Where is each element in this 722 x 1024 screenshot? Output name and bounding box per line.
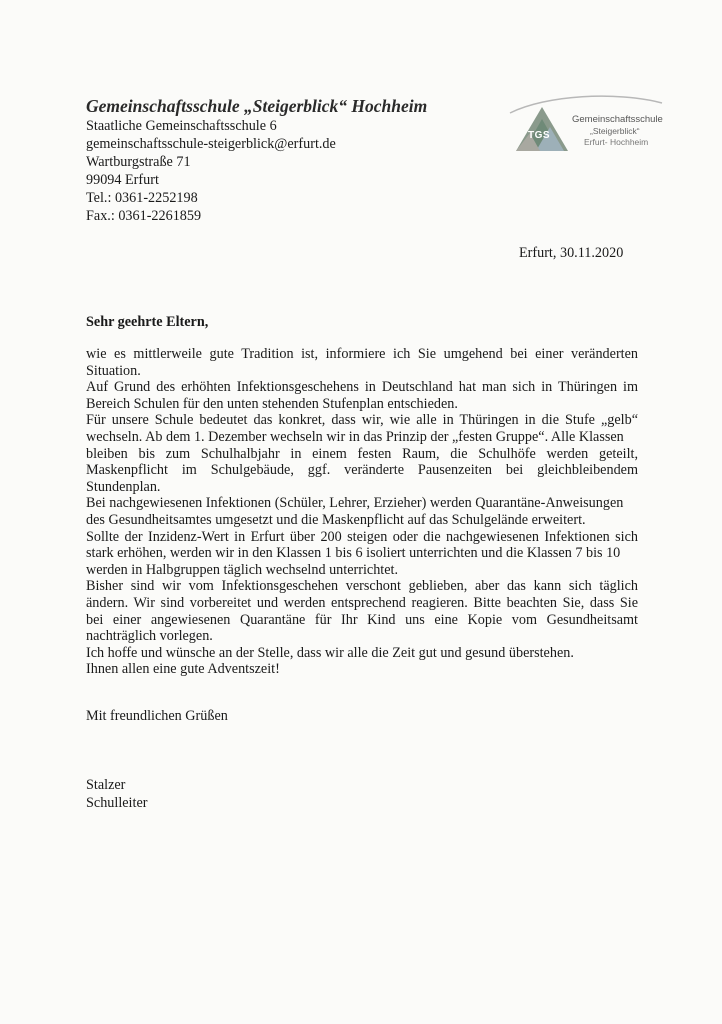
body-line: werden in Halbgruppen täglich wechselnd unterrichtet.: [86, 561, 399, 578]
body-line: Bereich Schulen für den unten stehenden Stufenplan entschieden.: [86, 395, 458, 412]
logo-line-1: Gemeinschaftsschule: [572, 114, 663, 125]
logo-graphic: [506, 93, 666, 163]
letter-date: Erfurt, 30.11.2020: [519, 245, 624, 261]
body-line: nachträglich vorlegen.: [86, 628, 213, 645]
body-line: wie es mittlerweile gute Tradition ist, informiere ich Sie umgehend bei einer veränderten: [86, 346, 638, 362]
school-logo: [506, 93, 666, 163]
body-line: bei einer angewiesenen Quarantäne für Ihr Kind uns eine Kopie vom Gesundheitsamt: [86, 611, 638, 628]
address-line: Fax.: 0361-2261859: [86, 208, 202, 224]
body-line: Bei nachgewiesenen Infektionen (Schüler, Lehrer, Erzieher) werden Quarantäne-Anweisungen: [86, 495, 624, 512]
logo-badge: TGS: [528, 130, 551, 141]
logo-line-3: Erfurt- Hochheim: [584, 137, 649, 147]
body-line: Sollte der Inzidenz-Wert in Erfurt über 200 steigen oder die nachgewiesenen Infektionen sich: [86, 528, 638, 545]
signer-title: Schulleiter: [86, 795, 148, 811]
closing: Mit freundlichen Grüßen: [86, 708, 228, 724]
body-line: Für unsere Schule bedeutet das konkret, dass wir, wie alle in Thüringen in die Stufe „gelb“: [86, 412, 638, 429]
address-line: 99094 Erfurt: [86, 172, 159, 188]
body-line: ändern. Wir sind vorbereitet und werden entsprechend reagieren. Bitte beachten Sie, dass Sie: [86, 594, 638, 611]
letter-body: [86, 346, 638, 678]
address-line: Staatliche Gemeinschaftsschule 6: [86, 118, 277, 134]
address-line: Wartburgstraße 71: [86, 154, 191, 170]
salutation: Sehr geehrte Eltern,: [86, 314, 209, 330]
body-line: Stundenplan.: [86, 478, 161, 495]
address-block: [86, 117, 336, 225]
body-line: bleiben bis zum Schulhalbjahr in einem festen Raum, die Schulhöfe werden geteilt,: [86, 445, 638, 462]
signer-name: Stalzer: [86, 777, 126, 793]
address-line: Tel.: 0361-2252198: [86, 190, 198, 206]
body-line: stark erhöhen, werden wir in den Klassen 1 bis 6 isoliert unterrichten und die Klassen 7 bis 10: [86, 545, 621, 562]
body-line: wechseln. Ab dem 1. Dezember wechseln wir in das Prinzip der „festen Gruppe“. Alle Klassen: [86, 428, 624, 445]
body-line: Ihnen allen eine gute Adventszeit!: [86, 661, 280, 678]
body-line: Ich hoffe und wünsche an der Stelle, dass wir alle die Zeit gut und gesund überstehen.: [86, 644, 574, 661]
signature-block: [86, 776, 147, 812]
logo-line-2: „Steigerblick“: [590, 126, 640, 136]
school-name: Gemeinschaftsschule „Steigerblick“ Hochheim: [86, 96, 428, 116]
address-line: gemeinschaftsschule-steigerblick@erfurt.de: [86, 136, 336, 152]
body-line: Maskenpflicht im Schulgebäude, ggf. veränderte Pausenzeiten bei gleichbleibendem: [86, 462, 638, 479]
body-line: Auf Grund des erhöhten Infektionsgeschehens in Deutschland hat man sich in Thüringen im: [86, 379, 638, 396]
body-line: Bisher sind wir vom Infektionsgeschehen verschont geblieben, aber das kann sich täglich: [86, 578, 638, 595]
body-line: des Gesundheitsamtes umgesetzt und die Maskenpflicht auf das Schulgelände erweitert.: [86, 511, 586, 528]
body-line: Situation.: [86, 362, 141, 379]
